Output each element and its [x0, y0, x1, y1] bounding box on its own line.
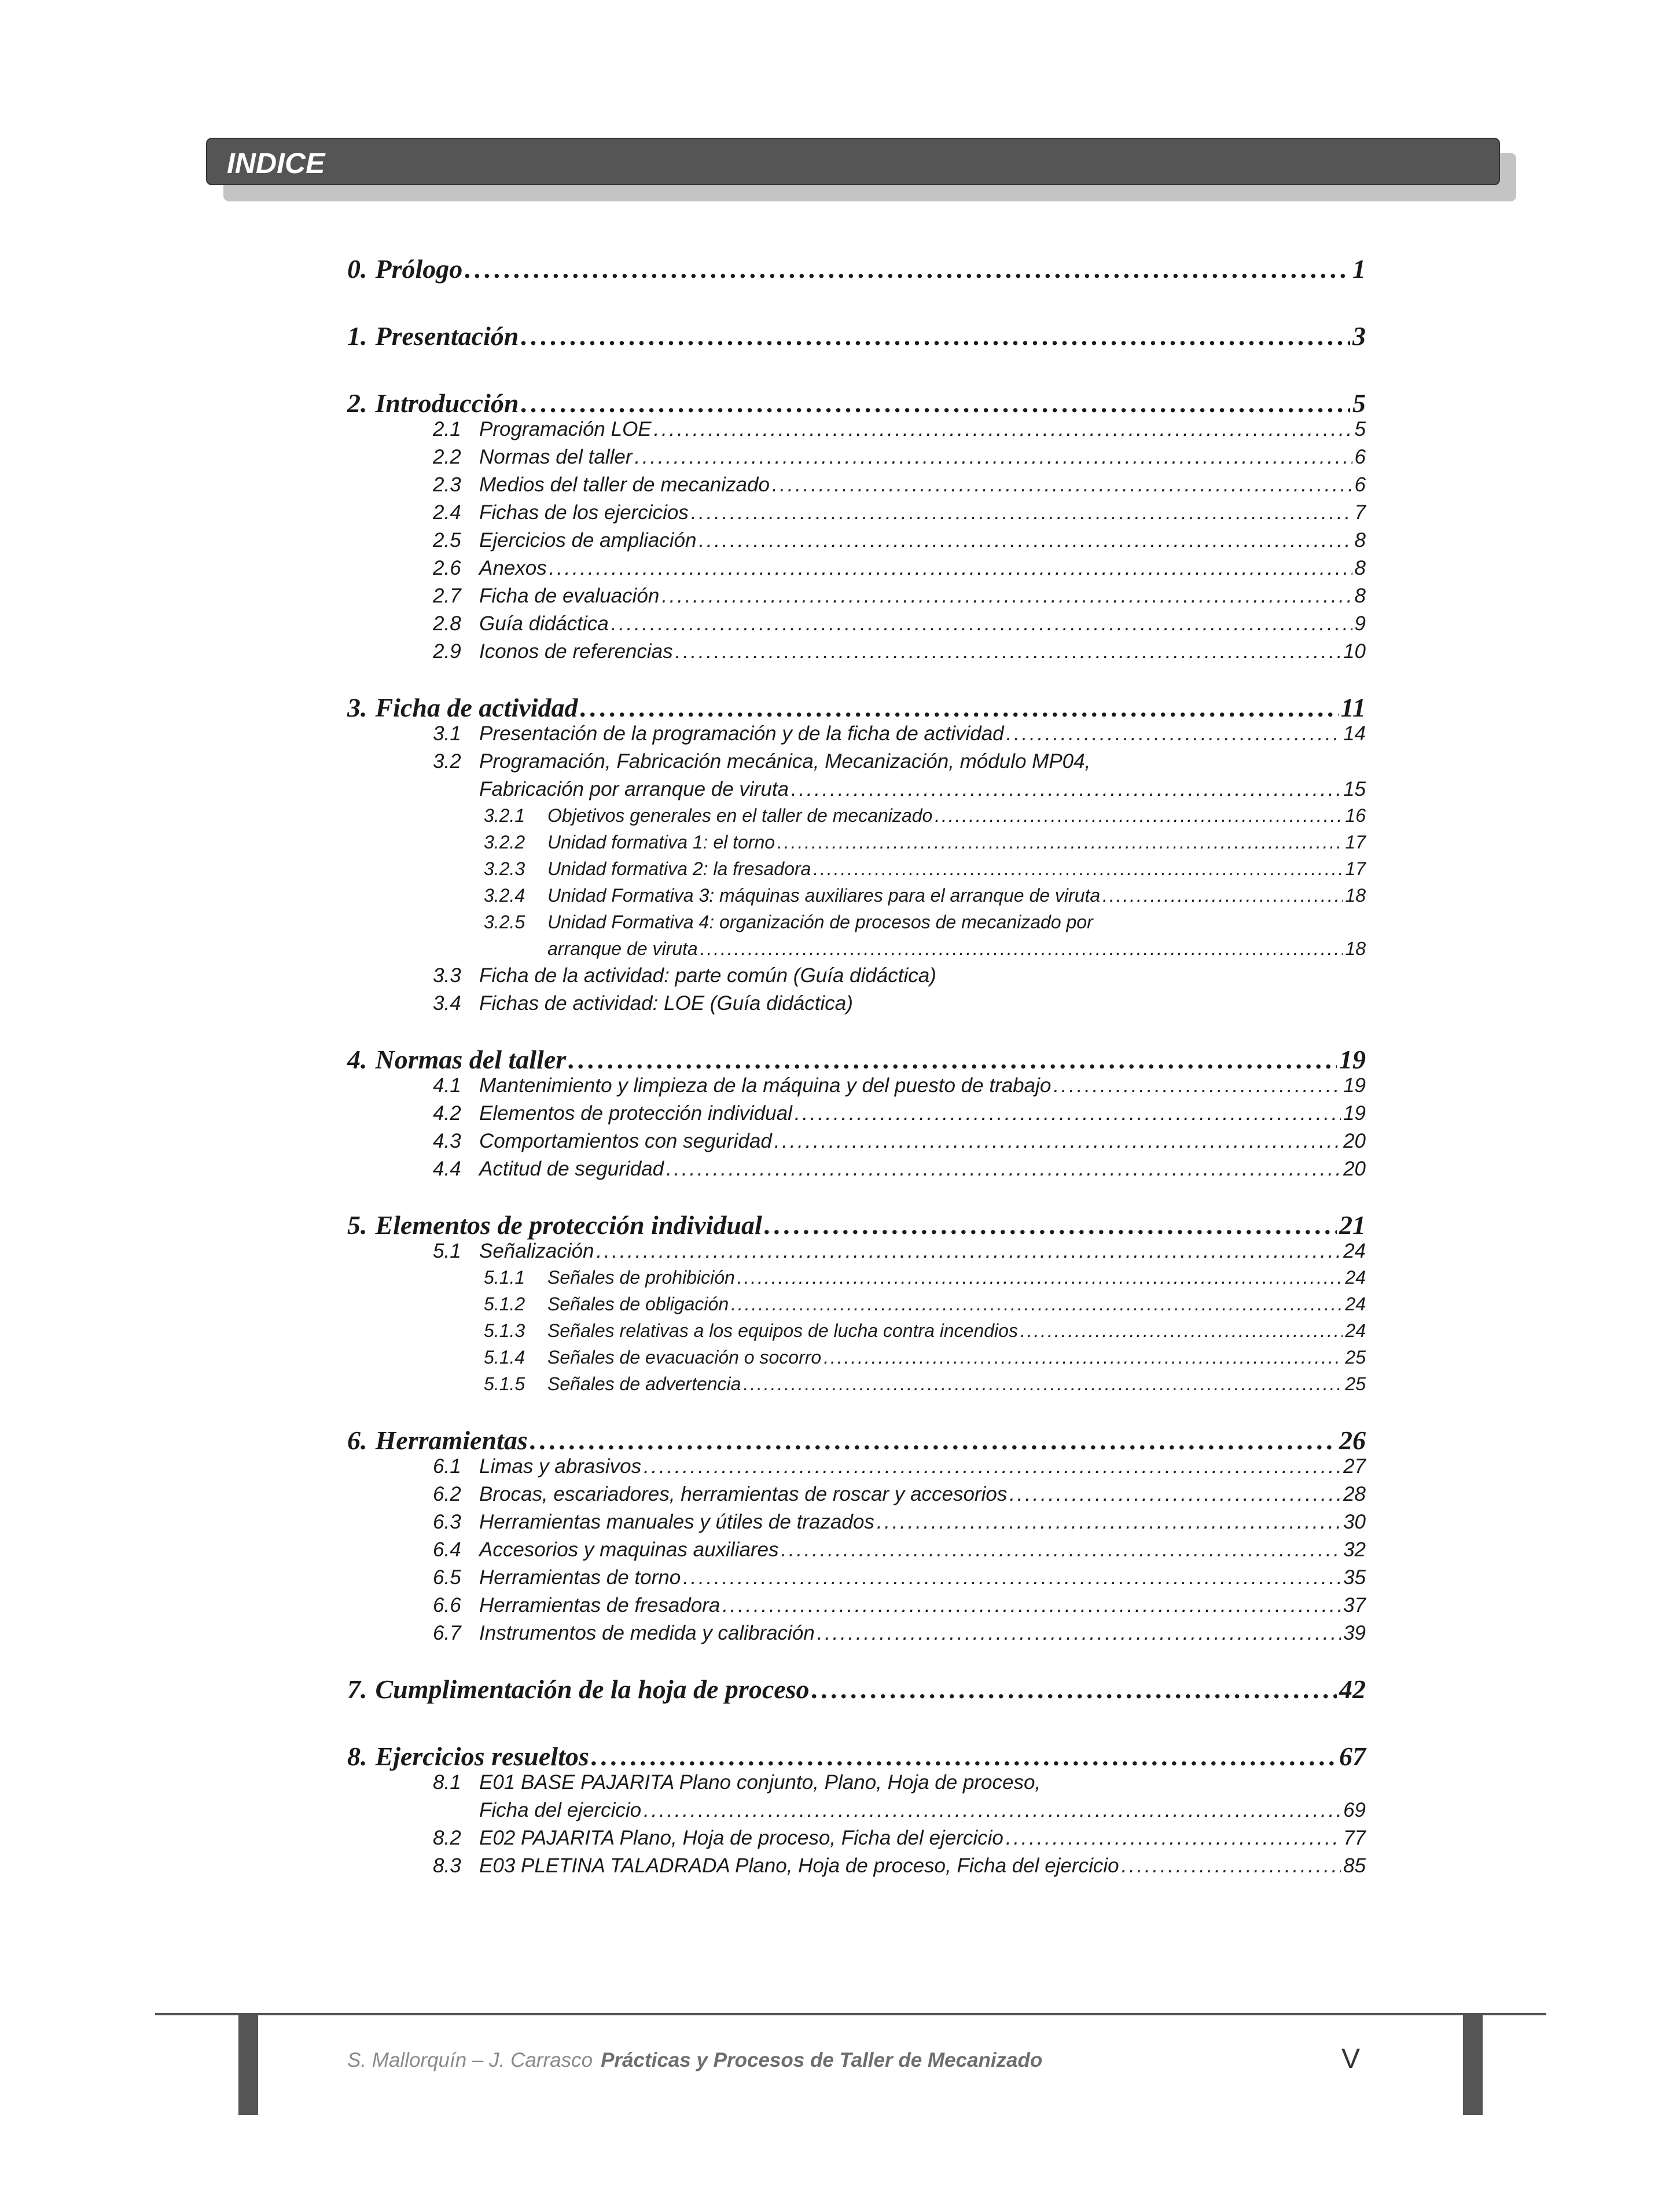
toc-chapter-entry[interactable] [347, 1044, 1366, 1075]
toc-entry-page: 24 [1345, 1294, 1366, 1314]
toc-entry-page: 35 [1343, 1566, 1366, 1589]
toc-dot-leader [644, 1454, 1341, 1479]
toc-entry-number: 6.2 [433, 1483, 461, 1505]
toc-dot-leader [644, 1798, 1341, 1823]
footer-divider [155, 2013, 1546, 2015]
toc-entry-page: 15 [1343, 778, 1366, 800]
toc-entry-label: Presentación de la programación y de la ficha de actividad [479, 722, 1004, 745]
toc-entry-label: E01 BASE PAJARITA Plano conjunto, Plano, Hoja de proceso, [479, 1771, 1041, 1794]
toc-section-entry[interactable] [433, 500, 1366, 526]
toc-section-entry[interactable] [479, 777, 1366, 802]
toc-entry-page: 24 [1345, 1320, 1366, 1341]
toc-subsection-entry[interactable] [484, 857, 1366, 881]
footer-left-bar [238, 2015, 258, 2115]
toc-entry-label: Unidad Formativa 4: organización de procesos de mecanizado por [547, 912, 1093, 932]
toc-entry-page: 24 [1345, 1267, 1366, 1288]
toc-entry-number: 2.2 [433, 446, 461, 468]
toc-entry-label: E02 PAJARITA Plano, Hoja de proceso, Ficha del ejercicio [479, 1827, 1003, 1849]
toc-dot-leader [743, 1372, 1343, 1396]
toc-dot-leader [521, 388, 1350, 419]
toc-entry-label: Señales de obligación [547, 1294, 729, 1314]
toc-entry-number: 3.2.1 [484, 805, 525, 826]
toc-entry-label: Iconos de referencias [479, 640, 673, 663]
toc-subsection-entry[interactable] [484, 1265, 1366, 1290]
toc-entry-number: 3.1 [433, 722, 461, 745]
toc-subsection-entry[interactable] [484, 910, 1366, 934]
toc-entry-page: 11 [1340, 693, 1366, 722]
toc-dot-leader [813, 857, 1343, 881]
toc-entry-page: 85 [1343, 1854, 1366, 1877]
toc-dot-leader [666, 1156, 1341, 1182]
toc-entry-label: Comportamientos con seguridad [479, 1130, 772, 1152]
toc-entry-label: Normas del taller [479, 446, 633, 468]
toc-entry-number: 8.3 [433, 1854, 461, 1877]
toc-entry-label: Mantenimiento y limpieza de la máquina y del puesto de trabajo [479, 1074, 1052, 1097]
toc-dot-leader [635, 445, 1352, 470]
toc-subsection-entry[interactable] [484, 883, 1366, 908]
toc-entry-page: 18 [1345, 938, 1366, 959]
toc-dot-leader [774, 1129, 1341, 1154]
toc-dot-leader [731, 1292, 1343, 1316]
toc-entry-page: 18 [1345, 885, 1366, 906]
toc-section-entry[interactable] [433, 1454, 1366, 1479]
toc-entry-number: 2.6 [433, 557, 461, 579]
toc-entry-page: 8 [1354, 585, 1366, 607]
toc-entry-number: 6.4 [433, 1538, 461, 1561]
toc-subsection-entry[interactable] [484, 1345, 1366, 1369]
toc-entry-number: 6. [347, 1426, 367, 1455]
toc-entry-label: Fichas de actividad: LOE (Guía didáctica) [479, 992, 853, 1015]
toc-entry-label: E03 PLETINA TALADRADA Plano, Hoja de proceso, Ficha del ejercicio [479, 1854, 1119, 1877]
toc-dot-leader [877, 1509, 1341, 1535]
toc-section-entry[interactable] [433, 1073, 1366, 1099]
toc-entry-label: Señales de prohibición [547, 1267, 735, 1288]
toc-subsection-entry[interactable] [547, 936, 1366, 961]
toc-entry-page: 6 [1354, 446, 1366, 468]
toc-entry-page: 26 [1339, 1426, 1366, 1455]
toc-chapter-entry[interactable] [347, 1210, 1366, 1241]
toc-entry-number: 6.5 [433, 1566, 461, 1589]
toc-chapter-entry[interactable] [347, 388, 1366, 419]
toc-entry-number: 6.3 [433, 1511, 461, 1533]
toc-dot-leader [465, 254, 1350, 285]
toc-entry-page: 1 [1352, 254, 1366, 284]
toc-entry-page: 10 [1343, 640, 1366, 663]
toc-section-entry[interactable] [433, 1129, 1366, 1154]
toc-dot-leader [1102, 883, 1343, 908]
toc-entry-number: 3.4 [433, 992, 461, 1015]
toc-entry-label: Herramientas manuales y útiles de trazados [479, 1511, 874, 1533]
toc-chapter-entry[interactable] [347, 321, 1366, 352]
toc-chapter-entry[interactable] [347, 692, 1366, 723]
toc-entry-label: Unidad formativa 1: el torno [547, 832, 775, 853]
toc-entry-label: Herramientas [375, 1426, 528, 1455]
toc-entry-page: 6 [1354, 473, 1366, 496]
toc-entry-page: 32 [1343, 1538, 1366, 1561]
toc-entry-label: Programación LOE [479, 418, 652, 440]
toc-entry-number: 8.2 [433, 1827, 461, 1849]
toc-entry-page: 3 [1352, 321, 1366, 351]
toc-entry-label: Ejercicios de ampliación [479, 529, 697, 552]
toc-dot-leader [1053, 1073, 1341, 1099]
toc-dot-leader [530, 1425, 1337, 1456]
toc-entry-label: Objetivos generales en el taller de mecanizado [547, 805, 933, 826]
toc-entry-page: 21 [1339, 1210, 1366, 1240]
toc-entry-number: 2.3 [433, 473, 461, 496]
toc-entry-label: Brocas, escariadores, herramientas de roscar y accesorios [479, 1483, 1008, 1505]
toc-entry-number: 5. [347, 1210, 367, 1240]
toc-entry-label: Ficha del ejercicio [479, 1799, 642, 1821]
toc-entry-label: Señales de evacuación o socorro [547, 1347, 822, 1368]
toc-section-entry[interactable] [433, 1593, 1366, 1618]
toc-dot-leader [764, 1210, 1337, 1241]
toc-entry-label: Ficha de evaluación [479, 585, 660, 607]
toc-dot-leader [777, 830, 1343, 854]
toc-section-entry[interactable] [433, 472, 1366, 498]
page-title: INDICE [227, 147, 325, 179]
toc-dot-leader [568, 1044, 1337, 1075]
toc-section-entry[interactable] [433, 1239, 1366, 1264]
toc-entry-number: 2.5 [433, 529, 461, 552]
toc-entry-label: Prólogo [375, 254, 463, 284]
footer-page-number: V [1341, 2044, 1361, 2074]
toc-entry-page: 25 [1345, 1347, 1366, 1368]
toc-entry-page: 19 [1343, 1102, 1366, 1125]
toc-section-entry[interactable] [433, 1509, 1366, 1535]
toc-dot-leader [611, 611, 1352, 637]
toc-entry-page: 25 [1345, 1373, 1366, 1394]
toc-entry-number: 0. [347, 254, 367, 284]
toc-entry-page: 19 [1339, 1045, 1366, 1074]
toc-entry-number: 3.2.4 [484, 885, 525, 906]
toc-entry-number: 3.2.5 [484, 912, 525, 932]
toc-entry-page: 77 [1343, 1827, 1366, 1849]
toc-chapter-entry[interactable] [347, 1741, 1366, 1772]
toc-section-entry[interactable] [433, 1156, 1366, 1182]
toc-dot-leader [580, 692, 1339, 723]
toc-entry-label: Limas y abrasivos [479, 1455, 642, 1478]
toc-section-entry[interactable] [433, 1770, 1366, 1795]
toc-dot-leader [521, 321, 1350, 352]
toc-entry-label: Actitud de seguridad [479, 1158, 664, 1180]
toc-entry-page: 19 [1343, 1074, 1366, 1097]
toc-dot-leader [700, 936, 1343, 961]
toc-entry-number: 6.7 [433, 1622, 461, 1644]
toc-entry-number: 6.1 [433, 1455, 461, 1478]
toc-dot-leader [824, 1345, 1343, 1369]
footer-credit [347, 2049, 1042, 2072]
toc-entry-number: 3.2.2 [484, 832, 525, 853]
toc-section-entry[interactable] [433, 1621, 1366, 1646]
toc-section-entry[interactable] [433, 991, 1366, 1016]
toc-dot-leader [1020, 1318, 1343, 1343]
toc-entry-label: Cumplimentación de la hoja de proceso [375, 1674, 810, 1704]
toc-entry-number: 5.1.1 [484, 1267, 525, 1288]
toc-entry-label: Fabricación por arranque de viruta [479, 778, 789, 800]
toc-entry-label: Ficha de la actividad: parte común (Guía didáctica) [479, 964, 936, 987]
toc-entry-label: Ejercicios resueltos [375, 1742, 589, 1771]
toc-entry-label: Fichas de los ejercicios [479, 501, 689, 524]
toc-entry-page: 28 [1343, 1483, 1366, 1505]
toc-entry-label: arranque de viruta [547, 938, 698, 959]
toc-dot-leader [1006, 1825, 1341, 1851]
toc-entry-label: Señales de advertencia [547, 1373, 741, 1394]
footer-right-bar [1463, 2015, 1483, 2115]
toc-entry-number: 2.7 [433, 585, 461, 607]
toc-dot-leader [675, 639, 1341, 664]
toc-dot-leader [1122, 1853, 1341, 1879]
toc-dot-leader [591, 1741, 1337, 1772]
toc-entry-number: 1. [347, 321, 367, 351]
toc-entry-label: Accesorios y maquinas auxiliares [479, 1538, 779, 1561]
toc-entry-page: 69 [1343, 1799, 1366, 1821]
toc-dot-leader [795, 1101, 1341, 1126]
toc-entry-page: 17 [1345, 858, 1366, 879]
toc-dot-leader [683, 1565, 1341, 1590]
toc-section-entry[interactable] [433, 1537, 1366, 1563]
toc-entry-page: 14 [1343, 722, 1366, 745]
toc-dot-leader [722, 1593, 1341, 1618]
toc-subsection-entry[interactable] [484, 1318, 1366, 1343]
toc-dot-leader [1006, 721, 1341, 747]
toc-dot-leader [549, 556, 1352, 581]
toc-dot-leader [791, 777, 1341, 802]
toc-entry-label: Herramientas de torno [479, 1566, 681, 1589]
toc-entry-number: 6.6 [433, 1594, 461, 1617]
toc-dot-leader [654, 417, 1352, 442]
toc-entry-label: Herramientas de fresadora [479, 1594, 720, 1617]
toc-dot-leader [817, 1621, 1341, 1646]
toc-entry-label: Instrumentos de medida y calibración [479, 1622, 815, 1644]
toc-section-entry[interactable] [433, 611, 1366, 637]
toc-entry-page: 20 [1343, 1158, 1366, 1180]
toc-chapter-entry[interactable] [347, 254, 1366, 285]
toc-entry-number: 2.9 [433, 640, 461, 663]
toc-entry-number: 2.4 [433, 501, 461, 524]
toc-entry-page: 42 [1339, 1674, 1366, 1704]
toc-section-entry[interactable] [433, 1825, 1366, 1851]
toc-entry-number: 5.1.2 [484, 1294, 525, 1314]
toc-entry-label: Programación, Fabricación mecánica, Mecanización, módulo MP04, [479, 750, 1091, 773]
toc-entry-number: 7. [347, 1674, 367, 1704]
toc-entry-label: Guía didáctica [479, 612, 609, 635]
toc-entry-label: Unidad formativa 2: la fresadora [547, 858, 811, 879]
toc-entry-label: Presentación [375, 321, 519, 351]
toc-dot-leader [691, 500, 1352, 526]
toc-dot-leader [661, 583, 1352, 609]
toc-entry-number: 5.1.3 [484, 1320, 525, 1341]
toc-entry-label: Normas del taller [375, 1045, 567, 1074]
toc-entry-number: 4.3 [433, 1130, 461, 1152]
toc-entry-label: Ficha de actividad [375, 693, 578, 722]
toc-section-entry[interactable] [433, 1101, 1366, 1126]
toc-section-entry[interactable] [433, 1853, 1366, 1879]
toc-chapter-entry[interactable] [347, 1425, 1366, 1456]
toc-entry-number: 8. [347, 1742, 367, 1771]
toc-entry-page: 67 [1339, 1742, 1366, 1771]
toc-entry-number: 4.4 [433, 1158, 461, 1180]
toc-entry-label: Elementos de protección individual [375, 1210, 762, 1240]
toc-entry-number: 3. [347, 693, 367, 722]
toc-subsection-entry[interactable] [484, 1292, 1366, 1316]
toc-entry-number: 5.1 [433, 1240, 461, 1262]
toc-dot-leader [781, 1537, 1341, 1563]
toc-entry-page: 16 [1345, 805, 1366, 826]
toc-entry-label: Anexos [479, 557, 547, 579]
toc-dot-leader [699, 528, 1352, 553]
toc-subsection-entry[interactable] [484, 803, 1366, 828]
toc-section-entry[interactable] [433, 528, 1366, 553]
toc-dot-leader [772, 472, 1352, 498]
toc-entry-page: 5 [1352, 388, 1366, 418]
toc-entry-page: 17 [1345, 832, 1366, 853]
toc-entry-number: 2. [347, 388, 367, 418]
toc-dot-leader [737, 1265, 1343, 1290]
toc-entry-page: 39 [1343, 1622, 1366, 1644]
toc-entry-page: 30 [1343, 1511, 1366, 1533]
toc-entry-number: 2.8 [433, 612, 461, 635]
toc-entry-number: 3.2.3 [484, 858, 525, 879]
toc-entry-label: Introducción [375, 388, 519, 418]
toc-section-entry[interactable] [433, 749, 1366, 774]
toc-entry-page: 8 [1354, 557, 1366, 579]
toc-subsection-entry[interactable] [484, 830, 1366, 854]
toc-entry-label: Medios del taller de mecanizado [479, 473, 770, 496]
toc-entry-number: 5.1.5 [484, 1373, 525, 1394]
toc-entry-label: Señales relativas a los equipos de lucha contra incendios [547, 1320, 1018, 1341]
toc-dot-leader [1009, 1482, 1341, 1507]
toc-section-entry[interactable] [479, 1798, 1366, 1823]
footer-authors: S. Mallorquín – J. Carrasco [347, 2049, 593, 2071]
footer-book-title: Prácticas y Procesos de Taller de Mecanizado [601, 2049, 1043, 2071]
toc-section-entry[interactable] [433, 721, 1366, 747]
toc-entry-number: 3.2 [433, 750, 461, 773]
toc-entry-number: 3.3 [433, 964, 461, 987]
toc-dot-leader [935, 803, 1343, 828]
toc-section-entry[interactable] [433, 639, 1366, 664]
toc-entry-number: 8.1 [433, 1771, 461, 1794]
toc-section-entry[interactable] [433, 1565, 1366, 1590]
toc-entry-page: 8 [1354, 529, 1366, 552]
toc-section-entry[interactable] [433, 963, 1366, 989]
toc-entry-page: 20 [1343, 1130, 1366, 1152]
toc-entry-label: Elementos de protección individual [479, 1102, 792, 1125]
toc-entry-page: 24 [1343, 1240, 1366, 1262]
toc-entry-page: 9 [1354, 612, 1366, 635]
toc-chapter-entry[interactable] [347, 1674, 1366, 1705]
toc-section-entry[interactable] [433, 1482, 1366, 1507]
toc-entry-number: 5.1.4 [484, 1347, 525, 1368]
toc-entry-number: 4. [347, 1045, 367, 1074]
toc-dot-leader [812, 1674, 1337, 1705]
toc-section-entry[interactable] [433, 417, 1366, 442]
toc-entry-number: 4.1 [433, 1074, 461, 1097]
toc-section-entry[interactable] [433, 445, 1366, 470]
toc-entry-page: 37 [1343, 1594, 1366, 1617]
toc-entry-number: 4.2 [433, 1102, 461, 1125]
toc-entry-label: Unidad Formativa 3: máquinas auxiliares para el arranque de viruta [547, 885, 1101, 906]
toc-dot-leader [596, 1239, 1341, 1264]
toc-entry-number: 2.1 [433, 418, 461, 440]
toc-section-entry[interactable] [433, 583, 1366, 609]
toc-section-entry[interactable] [433, 556, 1366, 581]
toc-entry-page: 7 [1354, 501, 1366, 524]
toc-entry-page: 5 [1354, 418, 1366, 440]
toc-entry-page: 27 [1343, 1455, 1366, 1478]
toc-subsection-entry[interactable] [484, 1372, 1366, 1396]
toc-entry-label: Señalización [479, 1240, 594, 1262]
